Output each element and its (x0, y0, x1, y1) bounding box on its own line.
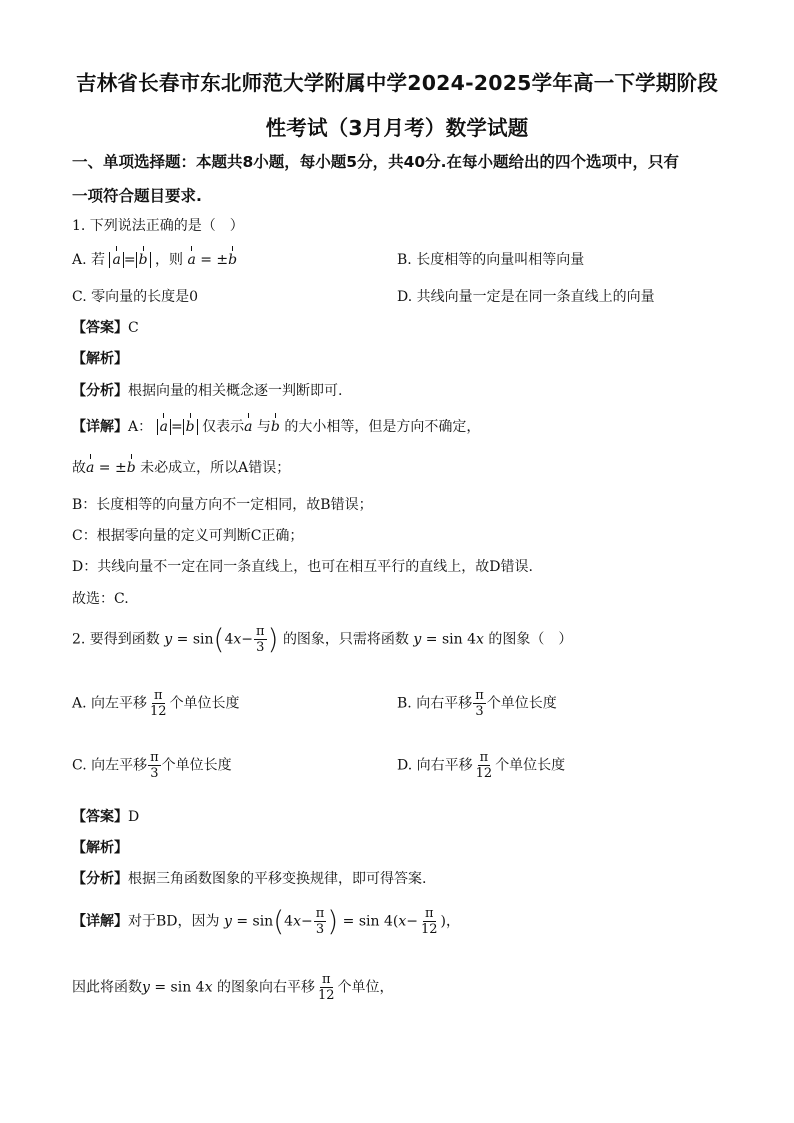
q2-option-d-suffix: 个单位长度 (495, 757, 566, 774)
q1-option-a: A. 若 a = b ，则 a = ±b (72, 252, 238, 268)
q1-detail-b: B：长度相等的向量方向不一定相同，故B错误； (72, 497, 373, 513)
q1-option-a-prefix: A. 若 (72, 252, 106, 268)
q2-option-b-suffix: 个单位长度 (486, 695, 557, 712)
q1-detail-a2-tail: 未必成立，所以A错误； (140, 460, 291, 476)
q2-stem-prefix: 2. 要得到函数 (72, 631, 160, 648)
q2-detail-prefix: 对于BD，因为 (128, 913, 220, 930)
q2-last-line: 因此将函数y = sin 4x 的图象向右平移 $\frac{\pi}{12}$ 个单位， (72, 972, 394, 1003)
q2-stem-tail: 的图象（ ） (488, 631, 573, 648)
q2-last-prefix: 因此将函数 (72, 979, 142, 996)
q2-option-c-suffix: 个单位长度 (161, 757, 232, 774)
document-title-line2: 性考试（3月月考）数学试题 (265, 116, 529, 140)
q2-last-mid: 的图象向右平移 (216, 979, 315, 996)
q1-detail-d: D：共线向量不一定在同一条直线上，也可在相互平行的直线上，故D错误. (72, 559, 533, 575)
q2-option-d-prefix: D. 向右平移 (397, 757, 473, 774)
abs-b: b (136, 252, 151, 268)
q1-fenxi-label: 【分析】 (72, 383, 128, 399)
q1-option-d: D. 共线向量一定是在同一条直线上的向量 (397, 289, 655, 305)
q2-analysis-label (72, 837, 128, 857)
q2-option-b: B. 向右平移 $\frac{\pi}{3}$ 个单位长度 (397, 688, 557, 719)
q2-detail-label: 【详解】 (72, 913, 128, 930)
q1-option-a-mid: ，则 (154, 252, 183, 268)
q1-detail-a-prefix: A： (128, 419, 153, 435)
q1-answer-value: C (128, 320, 139, 336)
q1-fenxi (72, 380, 342, 400)
q1-detail-a-tail: 的大小相等，但是方向不确定， (284, 419, 481, 435)
q1-detail-a2-prefix: 故 (72, 460, 86, 476)
q2-stem: 2. 要得到函数 y = sin(4x− $\frac{\pi}{3}$ ) 的图象，只需将函数 y = sin 4x 的图象（ ） (72, 622, 573, 656)
q1-analysis-label (72, 348, 128, 368)
q2-answer-value: D (128, 809, 140, 825)
q1-detail-label: 【详解】 (72, 419, 128, 435)
q1-option-b: B. 长度相等的向量叫相等向量 (397, 252, 585, 268)
q1-answer (72, 317, 139, 337)
q2-option-a-suffix: 个单位长度 (169, 695, 240, 712)
q2-detail: 【详解】对于BD，因为 y = sin(4x− $\frac{\pi}{3}$ ) = sin 4(x− $\frac{\pi}{12}$ )， (72, 904, 460, 938)
q2-fenxi-label: 【分析】 (72, 871, 128, 887)
q2-fenxi (72, 868, 426, 888)
q2-option-c-prefix: C. 向左平移 (72, 757, 148, 774)
q1-detail-a2: 故a = ±b 未必成立，所以A错误； (72, 460, 291, 476)
q2-option-c: C. 向左平移 $\frac{\pi}{3}$ 个单位长度 (72, 750, 232, 781)
q2-detail-tail: ， (445, 913, 460, 930)
section-heading-line1: 一、单项选择题：本题共8小题，每小题5分，共40分.在每小题给出的四个选项中，只有 (72, 153, 680, 171)
q1-detail-a-and: 与 (256, 419, 271, 435)
section-heading-line2: 一项符合题目要求. (72, 187, 202, 205)
q2-stem-mid: 的图象，只需将函数 (282, 631, 409, 648)
q2-answer-label: 【答案】 (72, 809, 128, 825)
abs-a: a (109, 252, 123, 268)
q2-option-a-prefix: A. 向左平移 (72, 695, 148, 712)
q2-last-tail: 个单位， (337, 979, 394, 996)
q1-detail-c: C：根据零向量的定义可判断C正确； (72, 528, 304, 544)
q1-fenxi-text: 根据向量的相关概念逐一判断即可. (128, 383, 343, 399)
q1-conclusion: 故选：C. (72, 591, 129, 607)
q1-option-c: C. 零向量的长度是0 (72, 289, 199, 305)
q1-answer-label: 【答案】 (72, 320, 128, 336)
q1-detail-a: 【详解】A： a = b 仅表示a 与b 的大小相等，但是方向不确定， (72, 419, 481, 435)
q1-detail-a-mid: 仅表示 (202, 419, 245, 435)
q2-answer (72, 806, 139, 826)
q2-option-a: A. 向左平移 $\frac{\pi}{12}$ 个单位长度 (72, 688, 240, 719)
document-title-line1: 吉林省长春市东北师范大学附属中学2024-2025学年高一下学期阶段 (76, 71, 718, 95)
q2-option-d: D. 向右平移 $\frac{\pi}{12}$ 个单位长度 (397, 750, 566, 781)
q1-analysis-label-text: 【解析】 (72, 351, 128, 367)
q2-option-b-prefix: B. 向右平移 (397, 695, 473, 712)
q1-stem: 1. 下列说法正确的是（ ） (72, 218, 244, 234)
q2-fenxi-text: 根据三角函数图象的平移变换规律，即可得答案. (128, 871, 427, 887)
q2-analysis-label-text: 【解析】 (72, 840, 128, 856)
